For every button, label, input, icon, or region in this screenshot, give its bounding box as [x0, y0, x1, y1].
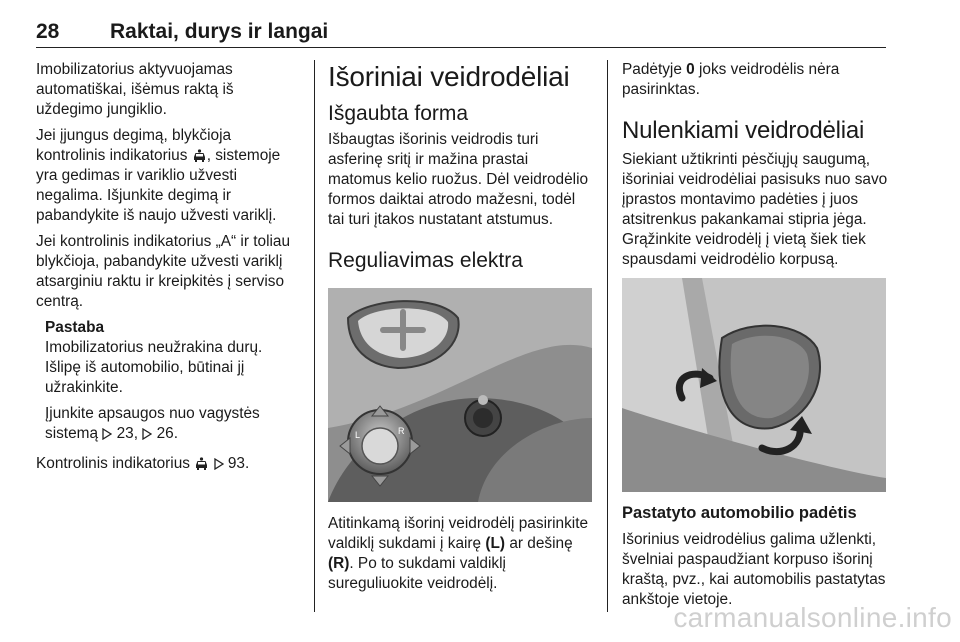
paragraph: Atitinkamą išorinį veidrodėlį pasirinkite valdiklį sukdami į kairę (L) ar dešinę (R). Po to sukdami valdiklį sureguliuokite veidrodėlį.: [328, 515, 589, 592]
paragraph: Kontrolinis indikatorius 93.: [36, 455, 250, 472]
right-mirror-label: R: [398, 426, 405, 436]
page-reference-link[interactable]: 23: [116, 425, 134, 442]
header-rule: [36, 47, 886, 48]
folding-mirror-drawing: [622, 278, 886, 492]
column-left: [36, 60, 301, 480]
car-key-icon: [192, 149, 207, 162]
paragraph: Išbaugtas išorinis veidrodis turi asferinę sritį ir mažina prastai matomus kelio ruožus. Dėl veidrodėlio formos daiktai atrodo mažesni, todėl tai turi įtakos nustatant atstumus.: [328, 131, 589, 228]
note-text: Imobilizatorius neužrakina durų. Išlipę iš automobilio, būtinai jį užrakinkite.: [45, 339, 263, 396]
paragraph: Jei kontrolinis indikatorius „A“ ir toliau blykčioja, pabandykite užvesti variklį atsarginiu raktu ir kreipkitės į serviso centrą.: [36, 233, 291, 310]
column-right: [622, 60, 888, 616]
column-divider: [314, 60, 315, 612]
left-mirror-label: L: [355, 430, 361, 440]
mirror-control-drawing: [328, 288, 592, 502]
car-key-icon: [194, 457, 209, 470]
page-number: 28: [36, 20, 60, 43]
folding-mirror-illustration: [622, 278, 886, 492]
column-middle: [328, 60, 592, 600]
paragraph: Jei įjungus degimą, blykčioja kontrolinis indikatorius , sistemoje yra gedimas ir variklio užvesti negalima. Išjunkite degimą ir pabandykite iš naujo užvesti variklį.: [36, 127, 281, 224]
subsection-title: Reguliavimas elektra: [328, 249, 523, 272]
section-title: Išoriniai veidrodėliai: [328, 61, 570, 92]
paragraph: Padėtyje 0 joks veidrodėlis nėra pasirinktas.: [622, 61, 840, 98]
mirror-control-illustration: [328, 288, 592, 502]
page-reference-link[interactable]: 26: [156, 425, 174, 442]
note-text: Įjunkite apsaugos nuo vagystės sistemą 23, 26.: [45, 405, 260, 442]
paragraph: Siekiant užtikrinti pėsčiųjų saugumą, išoriniai veidrodėliai pasisuks nuo savo įprastos montavimo padėties į juos atsitrenkus pakankamai stipria jėga. Grąžinkite veidrodėlį į vietą šiek tiek spausdami veidrodėlio korpusą.: [622, 151, 888, 268]
column-divider: [607, 60, 608, 612]
triangle-ref-icon: [142, 428, 152, 440]
page-reference-link[interactable]: 93: [227, 455, 245, 472]
chapter-title: Raktai, durys ir langai: [110, 20, 329, 43]
subsection-title: Pastatyto automobilio padėtis: [622, 504, 857, 522]
subsection-title: Išgaubta forma: [328, 102, 469, 125]
paragraph: Išorinius veidrodėlius galima užlenkti, švelniai paspaudžiant korpuso išorinį kraštą, pvz., kai automobilis pastatytas ankštoje vietoje.: [622, 531, 886, 608]
triangle-ref-icon: [102, 428, 112, 440]
watermark: carmanualsonline.info: [673, 602, 952, 633]
note-block: [45, 318, 301, 444]
triangle-ref-icon: [214, 458, 224, 470]
note-title: Pastaba: [45, 319, 105, 336]
section-title: Nulenkiami veidrodėliai: [622, 117, 865, 144]
paragraph: Imobilizatorius aktyvuojamas automatiškai, išėmus raktą iš uždegimo jungiklio.: [36, 61, 234, 118]
page-header: [36, 14, 886, 50]
